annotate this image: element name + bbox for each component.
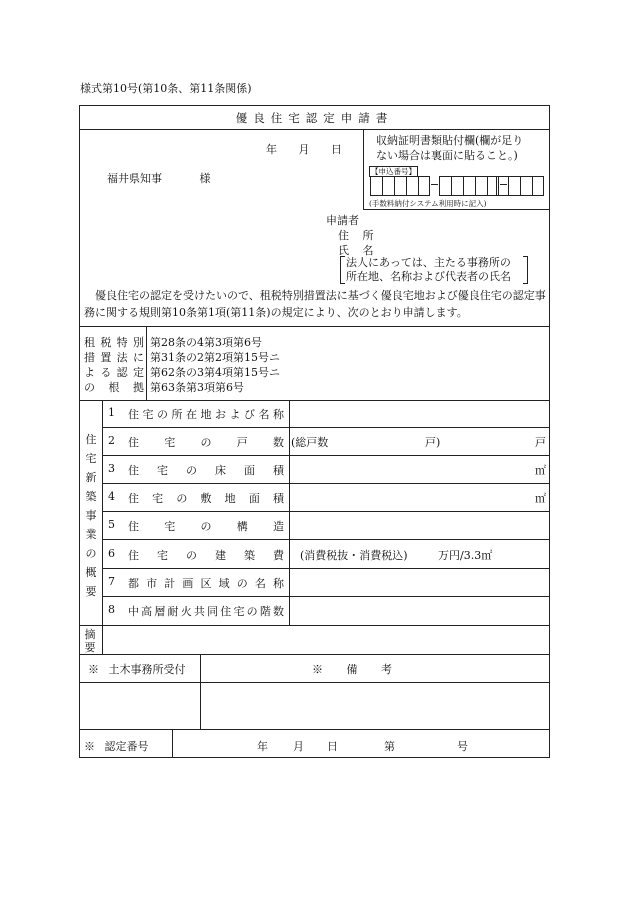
- cert-year-label: 年: [257, 740, 268, 753]
- dash: [431, 184, 438, 185]
- address-label: 住 所: [338, 229, 374, 242]
- row-households: 2 住宅の戸数: [108, 434, 284, 449]
- office-receipt-label: ※ 土木事務所受付: [88, 663, 186, 676]
- remarks-label: 摘 要: [84, 628, 96, 654]
- corporation-note-line-1: 法人にあっては、主たる事務所の: [346, 256, 511, 269]
- law-basis-item: 第31条の2第2項第15号ニ: [150, 351, 280, 364]
- application-number-note: (手数料納付システム利用時に記入): [369, 199, 487, 208]
- cert-day-label: 日: [327, 740, 338, 753]
- households-unit: 戸: [535, 436, 546, 449]
- application-number-label: 【申込番号】: [371, 167, 416, 176]
- application-number-group-1[interactable]: [370, 176, 430, 196]
- law-basis-label: 租税特別 措置法に よる認定 の根拠: [84, 336, 144, 394]
- application-statement: 優良住宅の認定を受けたいので、租税特別措置法に基づく優良宅地および優良住宅の認定事務に関する規則第10条第1項(第11条)の規定により、次のとおり申請します。: [84, 289, 546, 319]
- cost-unit: 万円/3.3㎡: [438, 549, 493, 562]
- notes-label: ※ 備 考: [312, 663, 392, 676]
- cert-go-label: 号: [457, 740, 468, 753]
- row-city-planning-area: 7 都市計画区域の名称: [108, 575, 284, 590]
- row-location-name: 1 住宅の所在地および名称: [108, 406, 284, 421]
- row-site-area: 4 住宅の敷地面積: [108, 490, 284, 505]
- law-basis-item: 第28条の4第3項第6号: [150, 336, 262, 349]
- row-floors: 8 中高層耐火共同住宅の階数: [108, 603, 284, 618]
- application-number-group-2[interactable]: [439, 176, 499, 196]
- stamp-area: [363, 129, 549, 210]
- cert-dai-label: 第: [384, 740, 395, 753]
- corporation-note-line-2: 所在地、名称および代表者の氏名: [346, 270, 511, 283]
- total-households-label: (総戸数: [291, 436, 329, 449]
- tax-note: (消費税抜・消費税込): [300, 549, 408, 562]
- cert-month-label: 月: [293, 740, 304, 753]
- name-label: 氏 名: [338, 244, 374, 257]
- stamp-area-line-2: ない場合は裏面に貼ること。): [376, 149, 518, 162]
- law-basis-item: 第62条の3第4項第15号ニ: [150, 366, 280, 379]
- certification-number-label: ※ 認定番号: [84, 740, 149, 753]
- row-structure: 5 住宅の構造: [108, 518, 284, 533]
- row-construction-cost: 6 住宅の建築費: [108, 547, 284, 562]
- form-id: 様式第10号(第10条、第11条関係): [80, 82, 252, 95]
- law-basis-item: 第63条第3項第6号: [150, 381, 244, 394]
- floor-area-unit: ㎡: [535, 464, 546, 477]
- applicant-heading: 申請者: [326, 214, 359, 227]
- date-line: 年 月 日: [266, 143, 342, 156]
- row-floor-area: 3 住宅の床面積: [108, 462, 284, 477]
- form-title: 優良住宅認定申請書: [235, 111, 394, 125]
- stamp-area-line-1: 収納証明書類貼付欄(欄が足り: [376, 134, 524, 147]
- addressee: 福井県知事 様: [107, 172, 211, 185]
- overview-section-label: 住 宅 新 築 事 業 の 概 要: [85, 433, 97, 598]
- law-basis-list: [150, 335, 280, 395]
- households-unit: 戸): [425, 436, 441, 449]
- site-area-unit: ㎡: [535, 492, 546, 505]
- corporation-note: [340, 256, 528, 284]
- application-number-group-3[interactable]: [496, 176, 544, 196]
